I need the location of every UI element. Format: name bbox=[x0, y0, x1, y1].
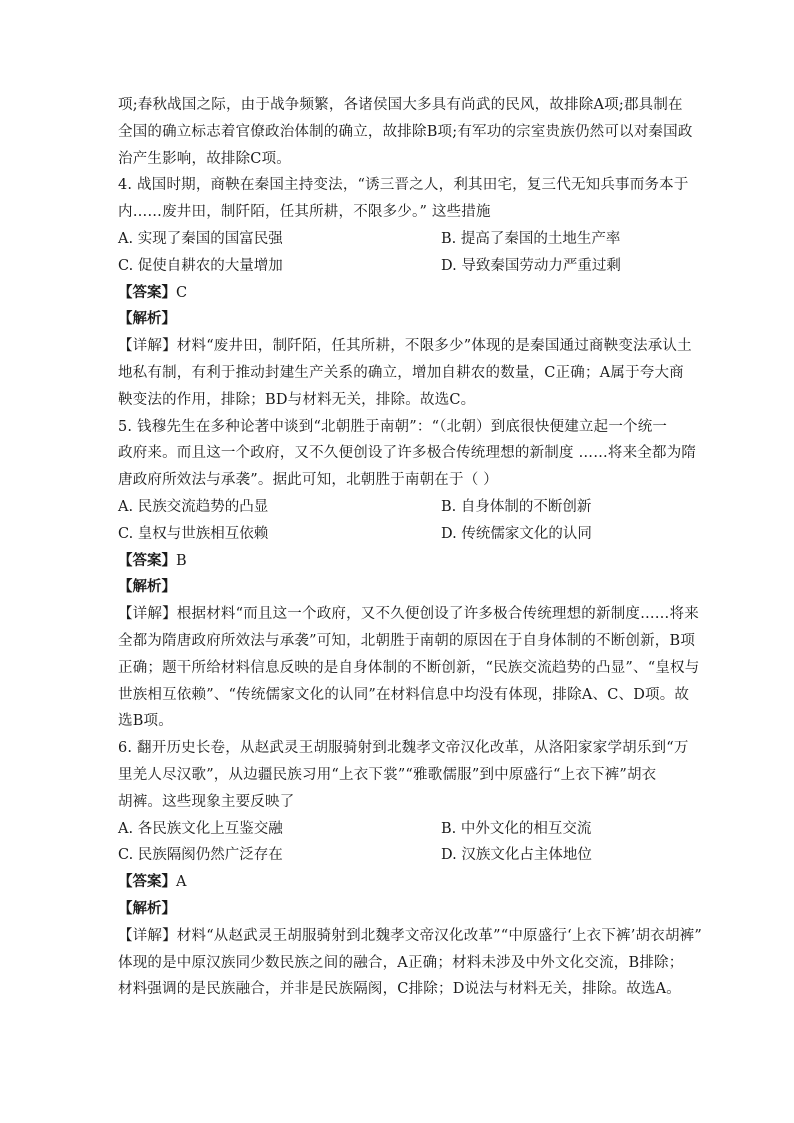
question-stem: 5. 钱穆先生在多种论著中谈到“北朝胜于南朝”：“（北朝）到底很快便建立起一个统一 bbox=[118, 418, 668, 435]
option-a: A. 各民族文化上互鉴交融 bbox=[118, 820, 283, 837]
detail-line: 【详解】材料“废井田，制阡陌，任其所耕，不限多少”体现的是秦国通过商鞅变法承认土 bbox=[118, 338, 692, 355]
option-d: D. 传统儒家文化的认同 bbox=[441, 525, 592, 542]
detail-line: 鞅变法的作用，排除；BD与材料无关，排除。故选C。 bbox=[118, 391, 476, 408]
analysis-label: 【解析】 bbox=[118, 899, 176, 917]
question-stem: 4. 战国时期，商鞅在秦国主持变法，“诱三晋之人，利其田宅，复三代无知兵事而务本于 bbox=[118, 177, 689, 194]
answer-label: 【答案】 bbox=[118, 283, 176, 301]
answer-value: C bbox=[176, 284, 188, 301]
answer-line bbox=[118, 869, 676, 896]
text-line: 治产生影响，故排除C项。 bbox=[118, 150, 291, 167]
option-c: C. 促使自耕农的大量增加 bbox=[118, 257, 283, 274]
options-row bbox=[118, 521, 676, 548]
question-5 bbox=[118, 414, 700, 736]
detail-line: 选B项。 bbox=[118, 713, 173, 730]
analysis-line bbox=[118, 306, 676, 333]
analysis-label: 【解析】 bbox=[118, 310, 176, 328]
analysis-line bbox=[118, 574, 676, 601]
detail-line: 【详解】材料“从赵武灵王胡服骑射到北魏孝文帝汉化改革”“中原盛行‘上衣下裤’胡衣胡裤” bbox=[118, 927, 702, 944]
question-stem: 胡裤。这些现象主要反映了 bbox=[118, 793, 295, 810]
option-c: C. 民族隔阂仍然广泛存在 bbox=[118, 847, 283, 864]
option-c: C. 皇权与世族相互依赖 bbox=[118, 525, 269, 542]
detail-line: 世族相互依赖”、“传统儒家文化的认同”在材料信息中均没有体现，排除A、C、D项。故 bbox=[118, 686, 690, 703]
option-b: B. 自身体制的不断创新 bbox=[441, 498, 592, 515]
option-a: A. 民族交流趋势的凸显 bbox=[118, 498, 269, 515]
question-stem: 里羌人尽汉歌”，从边疆民族习用“上衣下裳”“雅歌儒服”到中原盛行“上衣下裤”胡衣 bbox=[118, 766, 657, 783]
detail-line: 全都为隋唐政府所效法与承袭”可知，北朝胜于南朝的原因在于自身体制的不断创新，B项 bbox=[118, 632, 696, 649]
answer-line bbox=[118, 280, 676, 307]
answer-value: B bbox=[176, 552, 187, 569]
detail-line: 材料强调的是民族融合，并非是民族隔阂，C排除；D说法与材料无关，排除。故选A。 bbox=[118, 981, 681, 998]
answer-value: A bbox=[176, 874, 187, 891]
options-row bbox=[118, 842, 676, 869]
question-stem: 唐政府所效法与承袭”。据此可知，北朝胜于南朝在于（ ） bbox=[118, 472, 498, 489]
question-6 bbox=[118, 735, 702, 1003]
options-row bbox=[118, 253, 676, 280]
options-row bbox=[118, 816, 676, 843]
text-line: 全国的确立标志着官僚政治体制的确立，故排除B项;有军功的宗室贵族仍然可以对秦国政 bbox=[118, 123, 693, 140]
analysis-label: 【解析】 bbox=[118, 578, 176, 596]
answer-line bbox=[118, 548, 676, 575]
answer-label: 【答案】 bbox=[118, 551, 176, 569]
option-b: B. 提高了秦国的土地生产率 bbox=[441, 230, 621, 247]
analysis-line bbox=[118, 896, 676, 923]
detail-line: 正确；题干所给材料信息反映的是自身体制的不断创新，“民族交流趋势的凸显”、“皇权与 bbox=[118, 659, 700, 676]
previous-explanation bbox=[118, 92, 693, 172]
option-d: D. 导致秦国劳动力严重过剩 bbox=[441, 257, 621, 274]
option-a: A. 实现了秦国的国富民强 bbox=[118, 230, 283, 247]
detail-line: 【详解】根据材料“而且这一个政府，又不久便创设了许多极合传统理想的新制度……将来 bbox=[118, 606, 699, 623]
option-b: B. 中外文化的相互交流 bbox=[441, 820, 592, 837]
question-stem: 内……废井田，制阡陌，任其所耕，不限多少。” 这些措施 bbox=[118, 204, 491, 221]
answer-label: 【答案】 bbox=[118, 873, 176, 891]
question-4 bbox=[118, 172, 692, 413]
options-row bbox=[118, 226, 676, 253]
text-line: 项;春秋战国之际，由于战争频繁，各诸侯国大多具有尚武的民风，故排除A项;郡具制在 bbox=[118, 97, 683, 113]
question-stem: 6. 翻开历史长卷，从赵武灵王胡服骑射到北魏孝文帝汉化改革，从洛阳家家学胡乐到“万 bbox=[118, 740, 689, 757]
options-row bbox=[118, 494, 676, 521]
detail-line: 地私有制，有利于推动封建生产关系的确立，增加自耕农的数量，C正确；A属于夸大商 bbox=[118, 364, 684, 381]
detail-line: 体现的是中原汉族同少数民族之间的融合，A正确；材料未涉及中外文化交流，B排除； bbox=[118, 954, 684, 971]
question-stem: 政府来。而且这一个政府，又不久便创设了许多极合传统理想的新制度 ……将来全都为隋 bbox=[118, 445, 697, 462]
option-d: D. 汉族文化占主体地位 bbox=[441, 847, 592, 864]
